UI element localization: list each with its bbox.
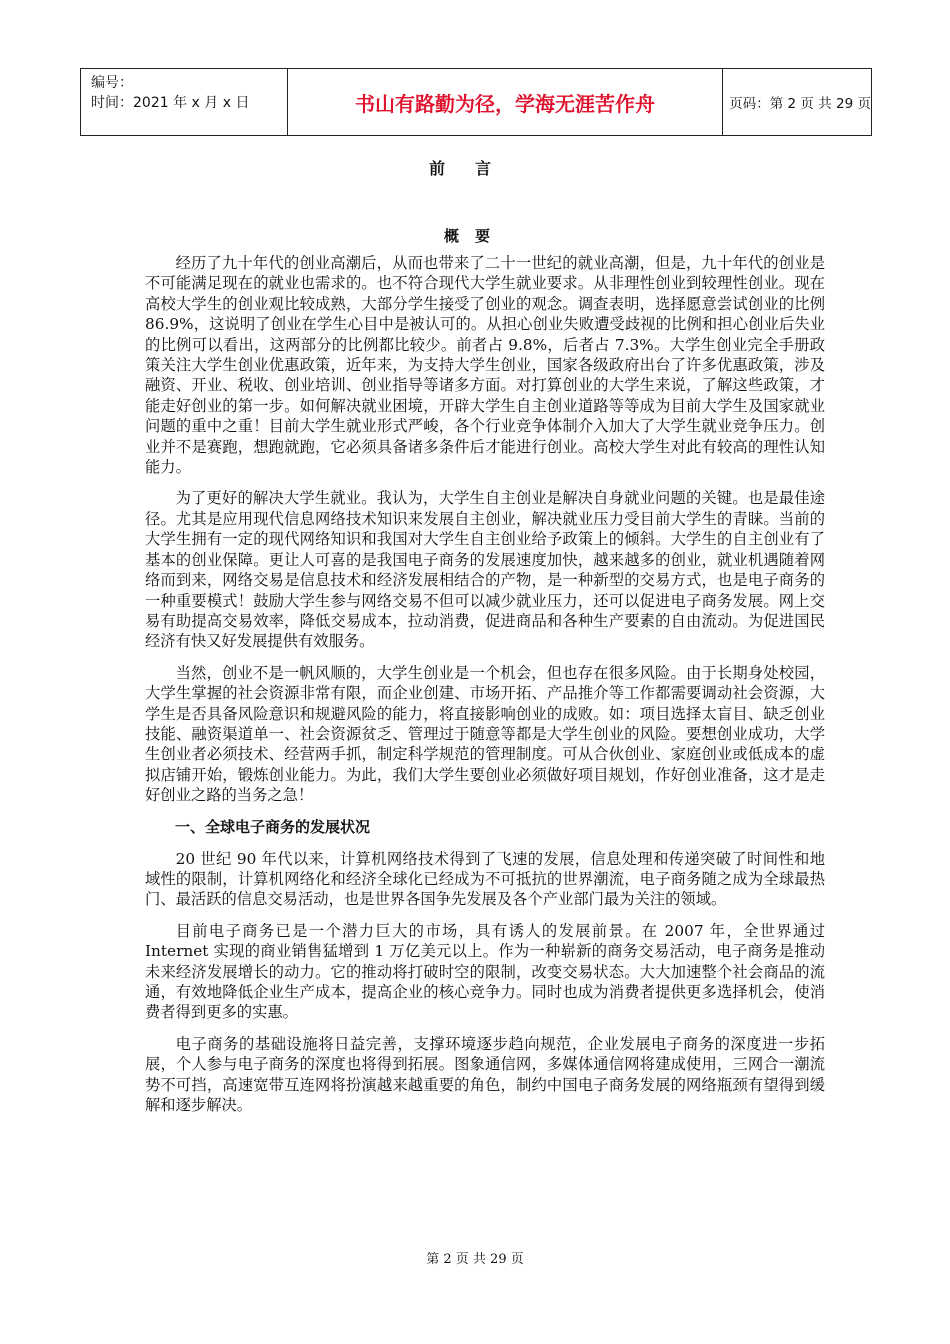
section-subtitle: 概要 [443, 227, 506, 245]
paragraph: 20 世纪 90 年代以来，计算机网络技术得到了飞速的发展，信息处理和传递突破了时间性和地域性的限制，计算机网络化和经济全球化已经成为不可抵抗的世界潮流，电子商务随之成为全球最热门、最活跃的信息交易活动，也是世界各国争先发展及各个产业部门最为关注的领域。 [145, 849, 825, 909]
number-label: 编号： [91, 75, 133, 91]
paragraph: 当然，创业不是一帆风顺的，大学生创业是一个机会，但也存在很多风险。由于长期身处校园，大学生掌握的社会资源非常有限，而企业创建、市场开拓、产品推介等工作都需要调动社会资源，大学生是否具备风险意识和规避风险的能力，将直接影响创业的成败。如：项目选择太盲目、缺乏创业技能、融资渠道单一、社会资源贫乏、管理过于随意等都是大学生创业的风险。要想创业成功，大学生创业者必须技术、经营两手抓，制定科学规范的管理制度。可从合伙创业、家庭创业或低成本的虚拟店铺开始，锻炼创业能力。为此，我们大学生要创业必须做好项目规划，作好创业准备，这才是走好创业之路的当务之急！ [145, 663, 825, 805]
header-motto: 书山有路勤为径，学海无涯苦作舟 [288, 69, 723, 135]
paragraph: 经历了九十年代的创业高潮后，从而也带来了二十一世纪的就业高潮，但是，九十年代的创业是不可能满足现在的就业也需求的。也不符合现代大学生就业要求。从非理性创业到较理性创业。现在高校大学生的创业观比较成熟，大部分学生接受了创业的观念。调查表明，选择愿意尝试创业的比例 86.9%，这说明了创业在学生心目中是被认可的。从担心创业失败遭受歧视的比例和担心创业后失业的比例可以看出，这两部分的比例都比较少。前者占 9.8%，后者占 7.3%。大学生创业完全手册政策关注大学生创业优惠政策，近年来，为支持大学生创业，国家各级政府出台了许多优惠政策，涉及融资、开业、税收、创业培训、创业指导等诸多方面。对打算创业的大学生来说，了解这些政策，才能走好创业的第一步。如何解决就业困境，开辟大学生自主创业道路等等成为目前大学生及国家就业问题的重中之重！目前大学生就业形式严峻，各个行业竞争体制介入加大了大学生就业竞争压力。创业并不是赛跑，想跑就跑，它必须具备诸多条件后才能进行创业。高校大学生对此有较高的理性认知能力。 [145, 254, 825, 477]
page-footer: 第 2 页 共 29 页 [426, 1252, 524, 1267]
paragraph: 电子商务的基础设施将日益完善，支撑环境逐步趋向规范，企业发展电子商务的深度进一步拓展，个人参与电子商务的深度也将得到拓展。图象通信网，多媒体通信网将建成使用，三网合一潮流势不可挡，高速宽带互连网将扮演越来越重要的角色，制约中国电子商务发展的网络瓶颈有望得到缓解和逐步解决。 [145, 1034, 825, 1115]
paragraph: 为了更好的解决大学生就业。我认为，大学生自主创业是解决自身就业问题的关键。也是最佳途径。尤其是应用现代信息网络技术知识来发展自主创业，解决就业压力受目前大学生的青睐。当前的大学生拥有一定的现代网络知识和我国对大学生自主创业给予政策上的倾斜。大学生的自主创业有了基本的创业保障。更让人可喜的是我国电子商务的发展速度加快，越来越多的创业，就业机遇随着网络而到来，网络交易是信息技术和经济发展相结合的产物，是一种新型的交易方式，也是电子商务的一种重要模式！鼓励大学生参与网络交易不但可以减少就业压力，还可以促进电子商务发展。网上交易有助提高交易效率，降低交易成本，拉动消费，促进商品和各种生产要素的自由流动。为促进国民经济有快又好发展提供有效服务。 [145, 489, 825, 651]
header-meta [81, 69, 288, 135]
header-page-info: 页码：第 2 页 共 29 页 [729, 96, 871, 112]
page-header [80, 68, 872, 136]
document-body [145, 253, 825, 1126]
section-heading: 一、全球电子商务的发展状况 [175, 817, 371, 836]
paragraph: 目前电子商务已是一个潜力巨大的市场，具有诱人的发展前景。在 2007 年，全世界通过 Internet 实现的商业销售猛增到 1 万亿美元以上。作为一种崭新的商务交易活动，电子商务是推动未来经济发展增长的动力。它的推动将打破时空的限制，改变交易状态。大大加速整个社会商品的流通，有效地降低企业生产成本，提高企业的核心竞争力。同时也成为消费者提供更多选择机会，使消费者得到更多的实惠。 [145, 921, 825, 1022]
page-title: 前言 [428, 159, 521, 178]
time-label: 时间：2021 年 x 月 x 日 [91, 95, 250, 111]
